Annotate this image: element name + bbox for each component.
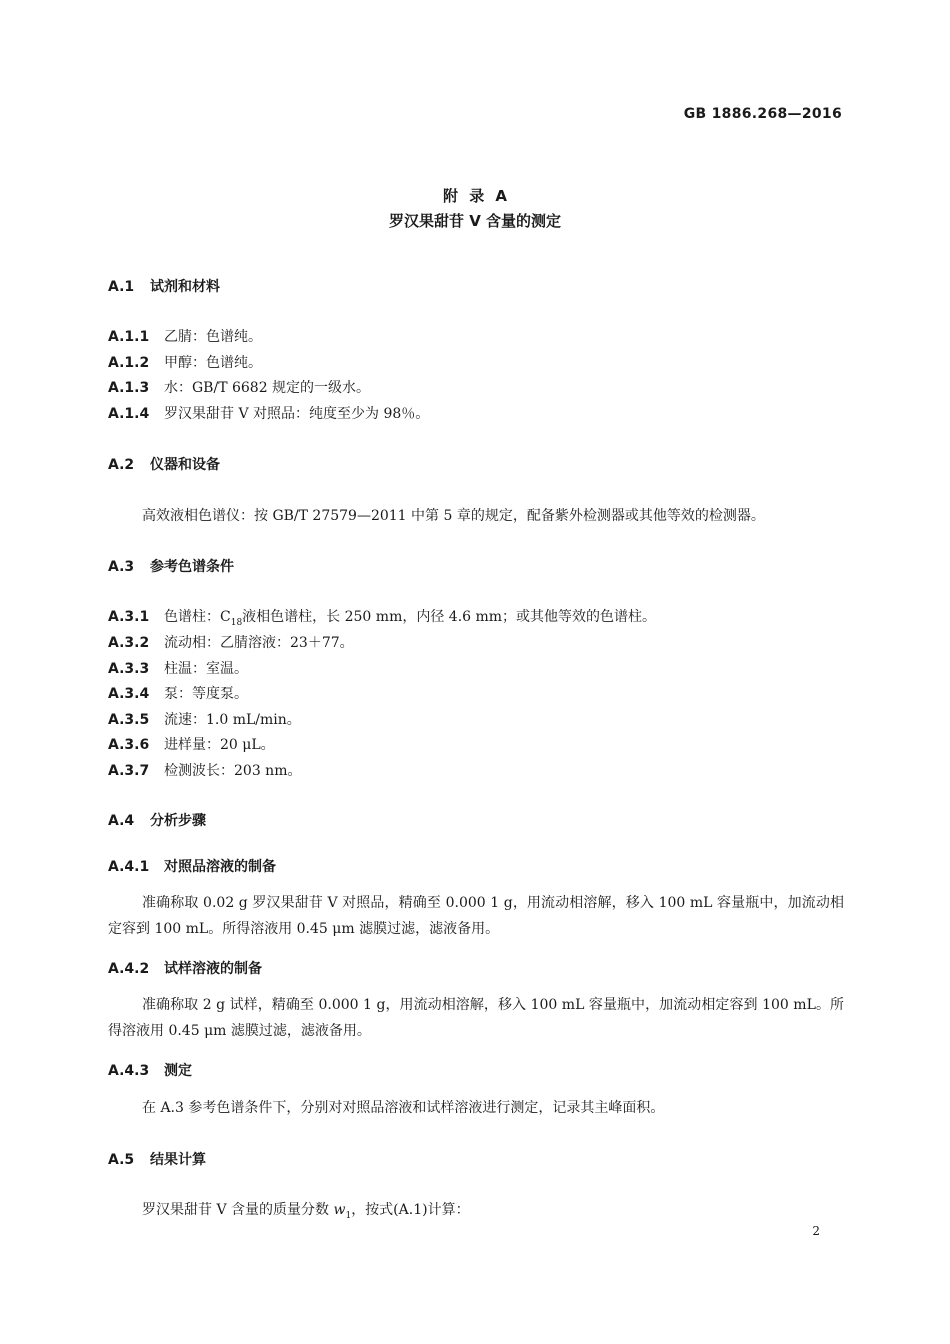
item-a1-3 bbox=[108, 377, 370, 397]
section-a5-heading bbox=[108, 1149, 206, 1169]
subsection-number: A.4.1 bbox=[108, 859, 150, 875]
item-a1-1 bbox=[108, 326, 262, 346]
appendix-label: 附 录 A bbox=[442, 187, 508, 205]
appendix-title: 罗汉果甜苷 V 含量的测定 bbox=[388, 212, 562, 230]
item-a1-4 bbox=[108, 403, 429, 423]
section-number: A.4 bbox=[108, 813, 135, 829]
item-text: 检测波长：203 nm。 bbox=[164, 763, 302, 779]
variable: w bbox=[333, 1202, 346, 1218]
item-text-post: 液相色谱柱，长 250 mm，内径 4.6 mm；或其他等效的色谱柱。 bbox=[242, 609, 657, 625]
section-a2-heading bbox=[108, 454, 220, 474]
item-a3-7 bbox=[108, 760, 301, 780]
subsection-a4-1-text: 准确称取 0.02 g 罗汉果甜苷 V 对照品，精确至 0.000 1 g，用流动相溶解，移入 100 mL 容量瓶中，加流动相定容到 100 mL。所得溶液用 0.45 μm 滤膜过滤，滤液备用。 bbox=[108, 895, 844, 937]
item-number: A.1.3 bbox=[108, 380, 150, 396]
item-number: A.1.1 bbox=[108, 329, 150, 345]
section-number: A.5 bbox=[108, 1152, 135, 1168]
section-title: 参考色谱条件 bbox=[150, 559, 234, 575]
subsection-title: 测定 bbox=[164, 1063, 192, 1079]
item-text: 柱温：室温。 bbox=[164, 661, 248, 677]
section-a4-heading bbox=[108, 810, 206, 830]
subsection-a4-3-text: 在 A.3 参考色谱条件下，分别对对照品溶液和试样溶液进行测定，记录其主峰面积。 bbox=[142, 1100, 665, 1116]
subsection-title: 对照品溶液的制备 bbox=[164, 859, 276, 875]
section-title: 结果计算 bbox=[150, 1152, 206, 1168]
item-a3-2 bbox=[108, 632, 354, 652]
subsection-a4-3-heading bbox=[108, 1060, 192, 1080]
item-text: 乙腈：色谱纯。 bbox=[164, 329, 262, 345]
item-a3-5 bbox=[108, 709, 301, 729]
item-number: A.3.2 bbox=[108, 635, 150, 651]
item-text-pre: 色谱柱：C bbox=[164, 609, 231, 625]
section-a2-text: 高效液相色谱仪：按 GB/T 27579—2011 中第 5 章的规定，配备紫外检测器或其他等效的检测器。 bbox=[142, 508, 765, 524]
section-number: A.2 bbox=[108, 457, 135, 473]
item-number: A.3.5 bbox=[108, 712, 150, 728]
text-pre: 罗汉果甜苷 V 含量的质量分数 bbox=[142, 1202, 334, 1218]
item-text: 流速：1.0 mL/min。 bbox=[164, 712, 301, 728]
item-a3-6 bbox=[108, 734, 275, 754]
subscript: 1 bbox=[345, 1210, 352, 1221]
subsection-a4-1-heading bbox=[108, 856, 276, 876]
subsection-a4-2-text: 准确称取 2 g 试样，精确至 0.000 1 g，用流动相溶解，移入 100 mL 容量瓶中，加流动相定容到 100 mL。所得溶液用 0.45 μm 滤膜过滤，滤液备用。 bbox=[108, 997, 844, 1039]
item-number: A.1.4 bbox=[108, 406, 150, 422]
subscript: 18 bbox=[230, 617, 243, 628]
section-number: A.3 bbox=[108, 559, 135, 575]
item-text: 泵：等度泵。 bbox=[164, 686, 248, 702]
section-title: 分析步骤 bbox=[150, 813, 206, 829]
section-a1-heading bbox=[108, 276, 220, 296]
item-text: 进样量：20 μL。 bbox=[164, 737, 275, 753]
subsection-number: A.4.2 bbox=[108, 961, 150, 977]
section-a3-heading bbox=[108, 556, 234, 576]
item-number: A.1.2 bbox=[108, 355, 150, 371]
item-text: 流动相：乙腈溶液：23＋77。 bbox=[164, 635, 354, 651]
section-number: A.1 bbox=[108, 279, 135, 295]
subsection-a4-2-heading bbox=[108, 958, 262, 978]
item-number: A.3.3 bbox=[108, 661, 150, 677]
item-number: A.3.6 bbox=[108, 737, 150, 753]
section-title: 仪器和设备 bbox=[150, 457, 220, 473]
item-a1-2 bbox=[108, 352, 262, 372]
page-number: 2 bbox=[812, 1224, 820, 1238]
item-a3-1 bbox=[108, 606, 656, 628]
section-a5-text bbox=[142, 1199, 470, 1221]
section-title: 试剂和材料 bbox=[150, 279, 220, 295]
item-a3-3 bbox=[108, 658, 248, 678]
subsection-title: 试样溶液的制备 bbox=[164, 961, 262, 977]
text-post: ，按式(A.1)计算： bbox=[351, 1202, 470, 1218]
item-text: 甲醇：色谱纯。 bbox=[164, 355, 262, 371]
standard-number: GB 1886.268—2016 bbox=[683, 106, 842, 122]
item-a3-4 bbox=[108, 683, 248, 703]
item-number: A.3.7 bbox=[108, 763, 150, 779]
subsection-number: A.4.3 bbox=[108, 1063, 150, 1079]
item-text: 水：GB/T 6682 规定的一级水。 bbox=[164, 380, 371, 396]
item-number: A.3.4 bbox=[108, 686, 150, 702]
item-text: 罗汉果甜苷 V 对照品：纯度至少为 98％。 bbox=[164, 406, 430, 422]
item-number: A.3.1 bbox=[108, 609, 150, 625]
